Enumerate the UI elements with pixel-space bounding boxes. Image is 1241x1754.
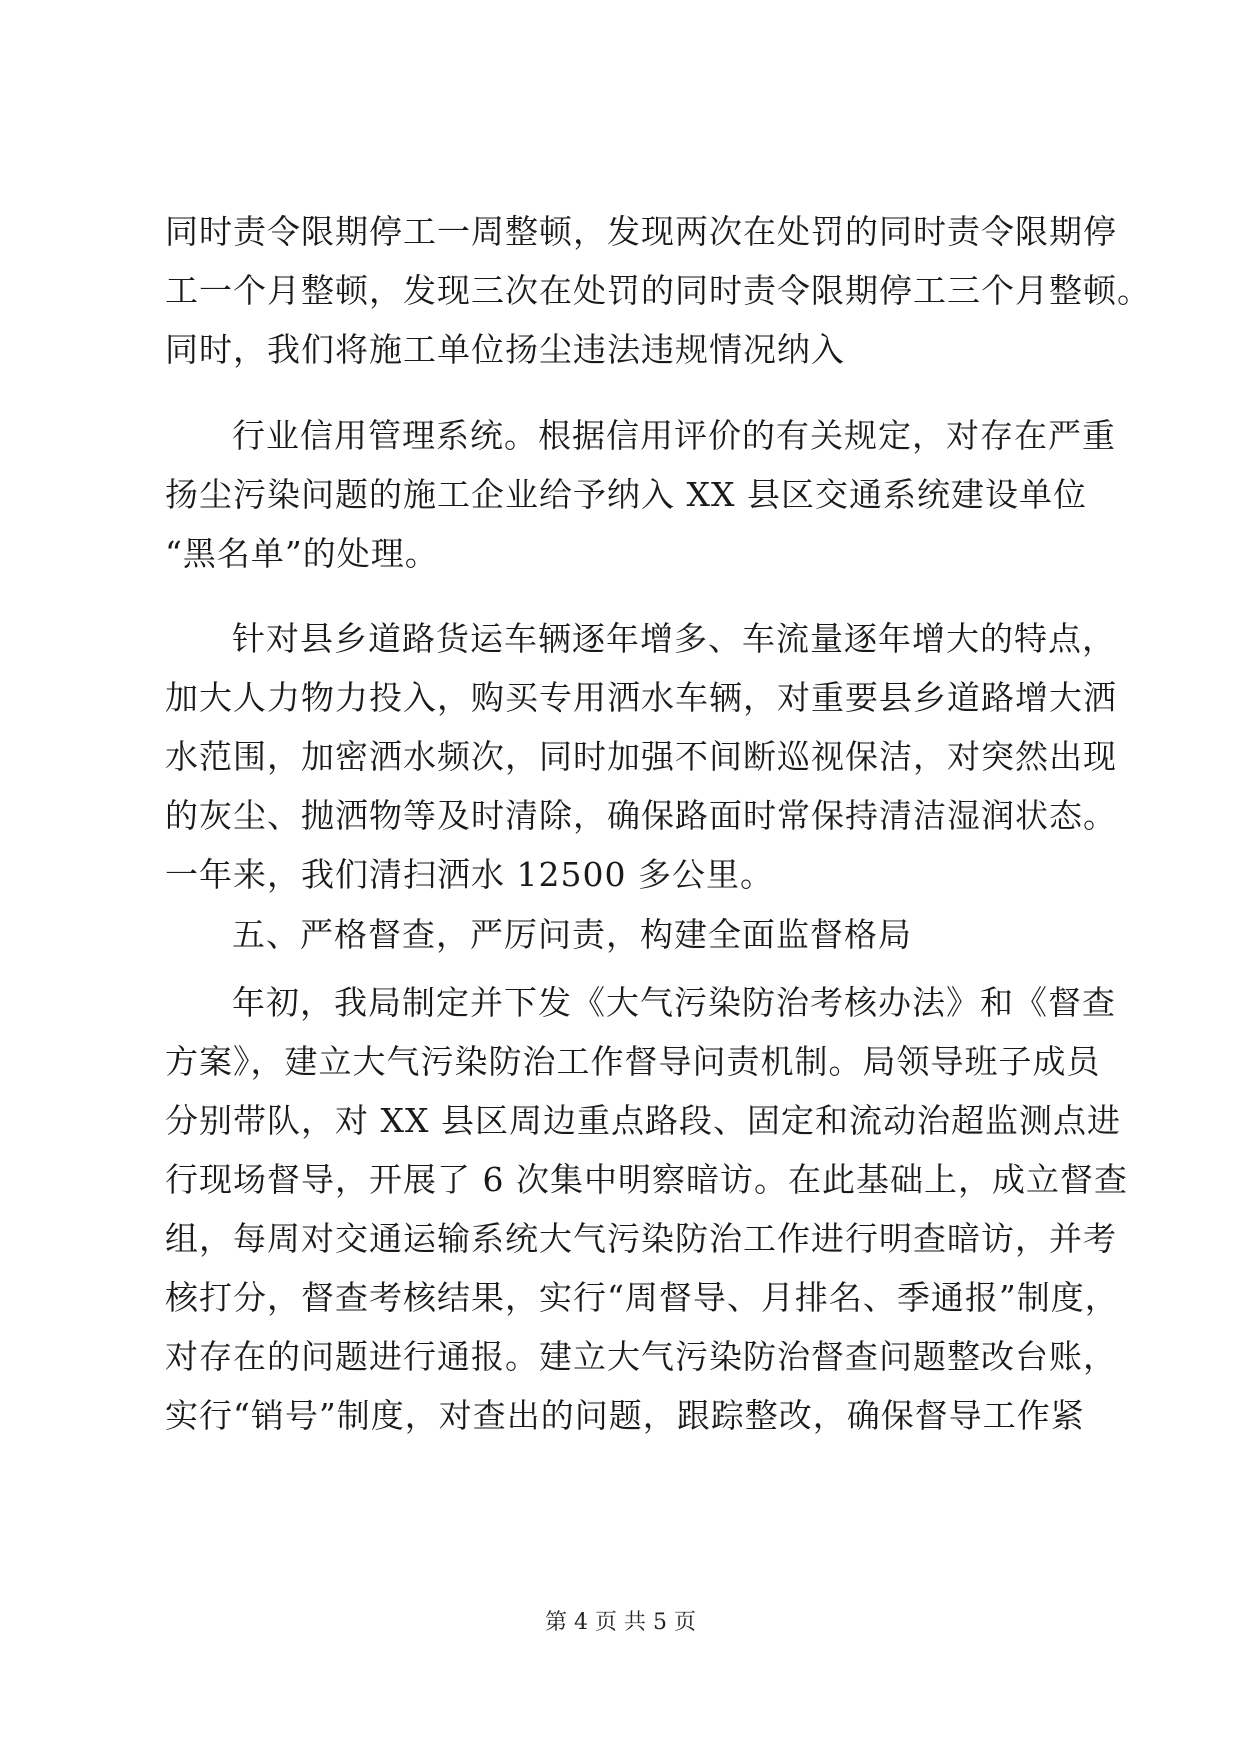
text-line: 的灰尘、抛洒物等及时清除，确保路面时常保持清洁湿润状态。 [165, 796, 1117, 835]
section-heading: 五、严格督查，严厉问责，构建全面监督格局 [232, 915, 912, 954]
text-line: 针对县乡道路货运车辆逐年增多、车流量逐年增大的特点， [232, 619, 1116, 658]
text-line: 对存在的问题进行通报。建立大气污染防治督查问题整改台账， [165, 1337, 1117, 1376]
text-line: 同时责令限期停工一周整顿，发现两次在处罚的同时责令限期停 [165, 212, 1117, 251]
text-line: 核打分，督查考核结果，实行“周督导、月排名、季通报”制度， [165, 1278, 1119, 1317]
text-line: 方案》，建立大气污染防治工作督导问责机制。局领导班子成员 [165, 1042, 1101, 1081]
text-line: 组，每周对交通运输系统大气污染防治工作进行明查暗访，并考 [165, 1219, 1117, 1258]
text-line: 年初，我局制定并下发《大气污染防治考核办法》和《督查 [232, 983, 1116, 1022]
text-line: 行现场督导，开展了 6 次集中明察暗访。在此基础上，成立督查 [165, 1160, 1128, 1199]
text-line: 一年来，我们清扫洒水 12500 多公里。 [165, 855, 774, 894]
text-line: 实行“销号”制度，对查出的问题，跟踪整改，确保督导工作紧 [165, 1396, 1085, 1435]
text-line: 行业信用管理系统。根据信用评价的有关规定，对存在严重 [232, 416, 1116, 455]
page-number-footer: 第 4 页 共 5 页 [545, 1610, 696, 1635]
text-line: 同时，我们将施工单位扬尘违法违规情况纳入 [165, 330, 845, 369]
text-line: 水范围，加密洒水频次，同时加强不间断巡视保洁，对突然出现 [165, 737, 1117, 776]
text-line: 工一个月整顿，发现三次在处罚的同时责令限期停工三个月整顿。 [165, 271, 1151, 310]
text-line: 分别带队，对 XX 县区周边重点路段、固定和流动治超监测点进 [165, 1101, 1121, 1140]
text-line: 扬尘污染问题的施工企业给予纳入 XX 县区交通系统建设单位 [165, 475, 1087, 514]
text-line: “黑名单”的处理。 [165, 534, 439, 573]
text-line: 加大人力物力投入，购买专用洒水车辆，对重要县乡道路增大洒 [165, 678, 1117, 717]
